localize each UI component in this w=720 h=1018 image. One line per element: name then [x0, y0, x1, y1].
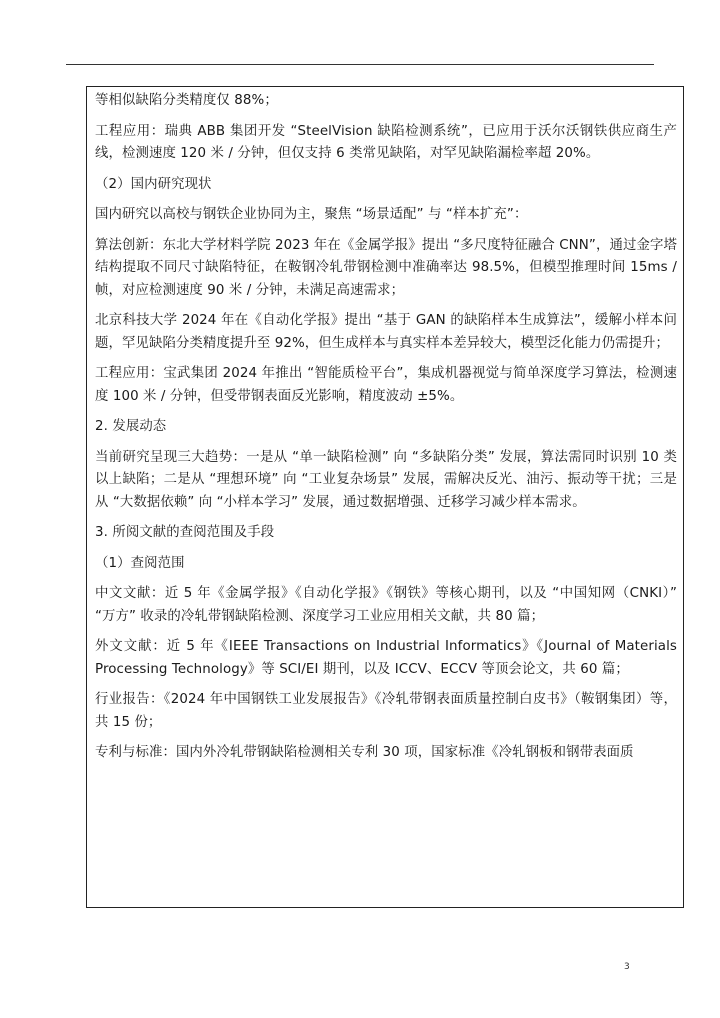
paragraph: 工程应用：瑞典 ABB 集团开发 “SteelVision 缺陷检测系统”，已应用于沃尔沃钢铁供应商生产线，检测速度 120 米 / 分钟，但仅支持 6 类常见缺陷，对罕见缺陷漏检率超 20%。 — [95, 123, 677, 161]
paragraph: 外文文献：近 5 年《IEEE Transactions on Industrial Informatics》《Journal of Materials Processing Technology》等 SCI/EI 期刊，以及 ICCV、ECCV 等顶会论文，共 60 篇； — [95, 639, 677, 677]
paragraph: 算法创新：东北大学材料学院 2023 年在《金属学报》提出 “多尺度特征融合 CNN”，通过金字塔结构提取不同尺寸缺陷特征，在鞍钢冷轧带钢检测中准确率达 98.5%，但模型推理时间 15ms / 帧，对应检测速度 90 米 / 分钟，未满足高速需求； — [95, 237, 677, 298]
page-number: 3 — [624, 962, 630, 972]
paragraph: 当前研究呈现三大趋势：一是从 “单一缺陷检测” 向 “多缺陷分类” 发展，算法需同时识别 10 类以上缺陷；二是从 “理想环境” 向 “工业复杂场景” 发展，需解决反光、油污、振动等干扰；三是从 “大数据依赖” 向 “小样本学习” 发展，通过数据增强、迁移学习减少样本需求。 — [95, 449, 677, 510]
paragraph: 工程应用：宝武集团 2024 年推出 “智能质检平台”，集成机器视觉与简单深度学习算法，检测速度 100 米 / 分钟，但受带钢表面反光影响，精度波动 ±5%。 — [95, 366, 677, 404]
paragraph: 等相似缺陷分类精度仅 88%； — [95, 93, 278, 108]
paragraph: 行业报告：《2024 年中国钢铁工业发展报告》《冷轧带钢表面质量控制白皮书》（鞍钢集团）等，共 15 份； — [95, 692, 677, 730]
section-heading: （1）查阅范围 — [95, 555, 185, 571]
section-heading: 3. 所阅文献的查阅范围及手段 — [95, 525, 275, 540]
paragraph: 国内研究以高校与钢铁企业协同为主，聚焦 “场景适配” 与 “样本扩充”： — [95, 207, 528, 222]
header-rule — [66, 64, 654, 65]
paragraph: 中文文献：近 5 年《金属学报》《自动化学报》《钢铁》等核心期刊，以及 “中国知网（CNKI）” “万方” 收录的冷轧带钢缺陷检测、深度学习工业应用相关文献，共 80 篇； — [95, 586, 677, 624]
content-table-cell — [86, 86, 684, 908]
paragraph: 北京科技大学 2024 年在《自动化学报》提出 “基于 GAN 的缺陷样本生成算法”，缓解小样本问题，罕见缺陷分类精度提升至 92%，但生成样本与真实样本差异较大，模型泛化能力仍需提升； — [95, 313, 677, 351]
section-heading: （2）国内研究现状 — [95, 176, 212, 192]
paragraph: 专利与标准：国内外冷轧带钢缺陷检测相关专利 30 项，国家标准《冷轧钢板和钢带表面质 — [95, 745, 634, 760]
section-heading: 2. 发展动态 — [95, 419, 167, 434]
